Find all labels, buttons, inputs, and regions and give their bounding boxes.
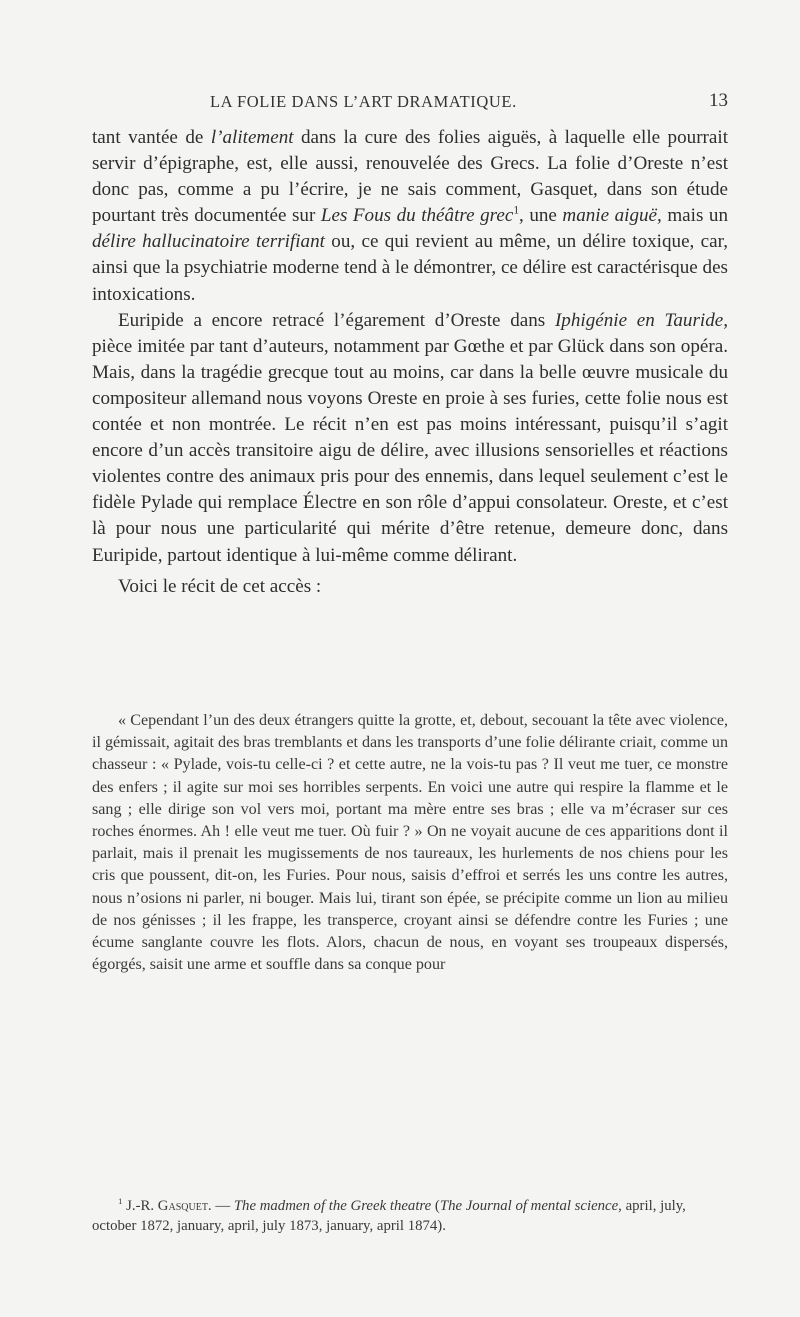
footnote-journal: The Journal of mental science,: [439, 1198, 622, 1214]
emphasis-manie-aigue: manie aiguë,: [562, 205, 662, 227]
emphasis-delire-hallucinatoire: délire hallucinatoire terrifiant: [92, 231, 325, 253]
paragraph-alitement: tant vantée de l’alitement dans la cure des folies aiguës, à laquelle elle pourrait servir d’épigraphe, est, elle aussi, renouvelée des Grecs. La folie d’Oreste n’est donc pas, comme a pu l’écrire, je ne sais comment, Gasquet, dans son étude pourtant très documentée sur Les Fous du théâtre grec$^1$, une manie aiguë, mais un délire hallucinatoire terrifiant ou, ce qui revient au même, un délire toxique, car, ainsi que la psychiatrie moderne tend à le démontrer, ce délire est caractérisque des intoxications.: [92, 127, 729, 305]
running-title: LA FOLIE DANS L’ART DRAMATIQUE.: [210, 92, 517, 111]
work-title-fous-theatre-grec: Les Fous du théâtre grec: [320, 205, 514, 227]
emphasis-alitement: l’alitement: [210, 127, 294, 148]
quotation-text: « Cependant l’un des deux étrangers quitte la grotte, et, debout, secouant la tête avec violence, il gémissait, agitait des bras tremblants et dans les transports d’une folie délirante criait, comme un chasseur : « Pylade, vois-tu celle-ci ? et cette autre, ne la vois-tu pas ? Il veut me tuer, ce monstre des enfers ; il agite sur moi ses horribles serpents. En voici une autre qui respire la flamme et le sang ; elle dirige son vol vers moi, portant ma mère entre ses bras ; elle va m’écraser sur ces roches énormes. Ah ! elle veut me tuer. Où fuir ? » On ne voyait aucune de ces apparitions dont il parlait, mais il prenait les mugissements de nos taureaux, les hurlements de nos chiens pour les cris que poussent, dit-on, les Furies. Pour nous, saisis d’effroi et serrés les uns contre les autres, nous n’osions ni parler, ni bouger. Mais lui, tirant son épée, se précipite comme un lion au milieu de nos génisses ; il les frappe, les transperce, croyant ainsi se défendre contre les Furies ; une écume sanglante couvre les flots. Alors, chacun de nous, en voyant ses troupeaux dispersés, égorgés, saisit une arme et souffle dans sa conque pour: [92, 712, 728, 974]
paragraph-recit-intro: Voici le récit de cet accès :: [118, 575, 322, 597]
page-number: 13: [709, 90, 728, 111]
body-text: [92, 125, 728, 600]
footnote: [92, 1197, 728, 1236]
block-quotation: [92, 710, 728, 976]
footnote-text: $^1$ J.-R. Gasquet. — The madmen of the Greek theatre (The Journal of mental science, april, july, october 1872, january, april, july 1873, january, april 1874).: [92, 1196, 686, 1234]
footnote-marker: 1: [118, 1196, 123, 1207]
footnote-author: J.-R. Gasquet.: [126, 1198, 212, 1214]
paragraph-iphigenie: Euripide a encore retracé l’égarement d’Oreste dans Iphigénie en Tauride, pièce imitée par tant d’auteurs, notamment par Gœthe et par Glück dans son opéra. Mais, dans la tragédie grecque tout au moins, car dans la belle œuvre musicale du compositeur allemand nous voyons Oreste en proie à ses furies, cette folie nous est contée et non montrée. Le récit n’en est pas moins intéressant, puisqu’il s’agit encore d’un accès transitoire aigu de délire, avec illusions sensorielles et réactions violentes contre des animaux pris pour des ennemis, dans lequel seulement c’est le fidèle Pylade qui remplace Électre en son rôle d’appui consolateur. Oreste, et c’est là pour nous une particularité qui mérite d’être retenue, demeure donc, dans Euripide, partout identique à lui-même comme délirant.: [92, 309, 729, 566]
footnote-reference: 1: [513, 204, 520, 217]
footnote-work-title: The madmen of the Greek theatre: [233, 1198, 432, 1214]
page-header: [92, 92, 728, 116]
work-title-iphigenie: Iphigénie en Tauride,: [554, 309, 729, 331]
